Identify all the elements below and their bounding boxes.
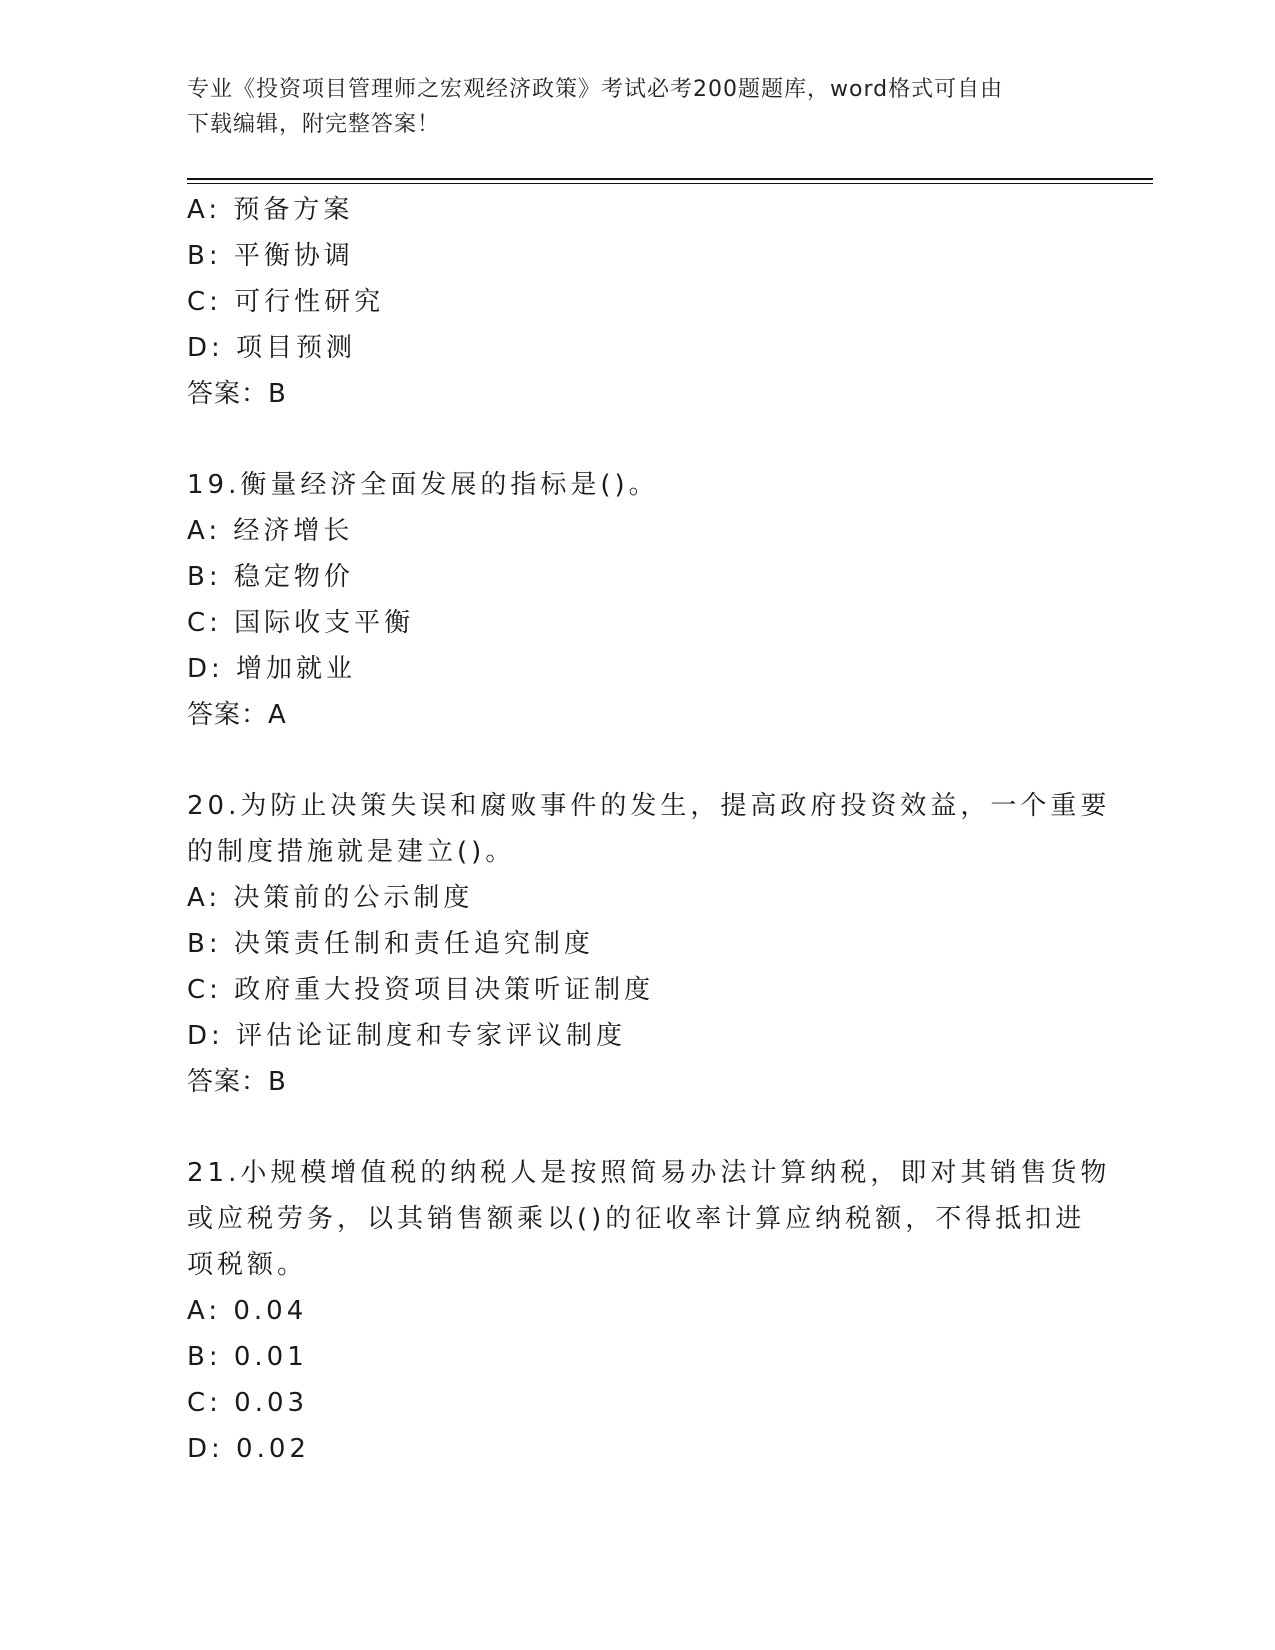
header-line-1: 专业《投资项目管理师之宏观经济政策》考试必考200题题库，word格式可自由 <box>187 77 1004 102</box>
option-a: A: 经济增长 <box>187 516 354 546</box>
question-text-line-1: 20.为防止决策失误和腐败事件的发生，提高政府投资效益，一个重要 <box>187 791 1111 821</box>
answer-line: 答案：A <box>187 700 287 730</box>
question-block-19 <box>187 462 1087 738</box>
question-block-20 <box>187 783 1111 1105</box>
question-text-line-2: 或应税劳务，以其销售额乘以()的征收率计算应纳税额，不得抵扣进 <box>187 1204 1086 1234</box>
spacer <box>187 738 1087 783</box>
question-text-line-1: 21.小规模增值税的纳税人是按照简易办法计算纳税，即对其销售货物 <box>187 1158 1111 1188</box>
option-b: B: 决策责任制和责任追究制度 <box>187 929 594 959</box>
option-d: D: 评估论证制度和专家评议制度 <box>187 1021 627 1051</box>
option-c: C: 国际收支平衡 <box>187 608 415 638</box>
spacer <box>187 417 1087 462</box>
option-b: B: 平衡协调 <box>187 241 354 271</box>
option-d: D: 增加就业 <box>187 654 357 684</box>
option-a: A: 决策前的公示制度 <box>187 883 474 913</box>
spacer <box>187 1105 1087 1150</box>
answer-line: 答案：B <box>187 1067 287 1097</box>
option-a: A: 0.04 <box>187 1296 308 1326</box>
header-line-2: 下载编辑，附完整答案！ <box>187 112 441 137</box>
document-header <box>187 72 1067 142</box>
option-d: D: 项目预测 <box>187 333 357 363</box>
question-text-line-3: 项税额。 <box>187 1250 308 1280</box>
header-divider-thick <box>187 178 1153 180</box>
header-divider-thin <box>187 183 1153 184</box>
question-list <box>187 187 1111 1472</box>
option-c: C: 0.03 <box>187 1388 309 1418</box>
option-c: C: 政府重大投资项目决策听证制度 <box>187 975 655 1005</box>
option-b: B: 0.01 <box>187 1342 308 1372</box>
question-block-21 <box>187 1150 1111 1472</box>
question-text: 19.衡量经济全面发展的指标是()。 <box>187 470 659 500</box>
option-b: B: 稳定物价 <box>187 562 354 592</box>
option-a: A: 预备方案 <box>187 195 354 225</box>
question-block-18 <box>187 187 1087 417</box>
option-c: C: 可行性研究 <box>187 287 385 317</box>
option-d: D: 0.02 <box>187 1434 310 1464</box>
question-text-line-2: 的制度措施就是建立()。 <box>187 837 516 867</box>
answer-line: 答案：B <box>187 379 287 409</box>
